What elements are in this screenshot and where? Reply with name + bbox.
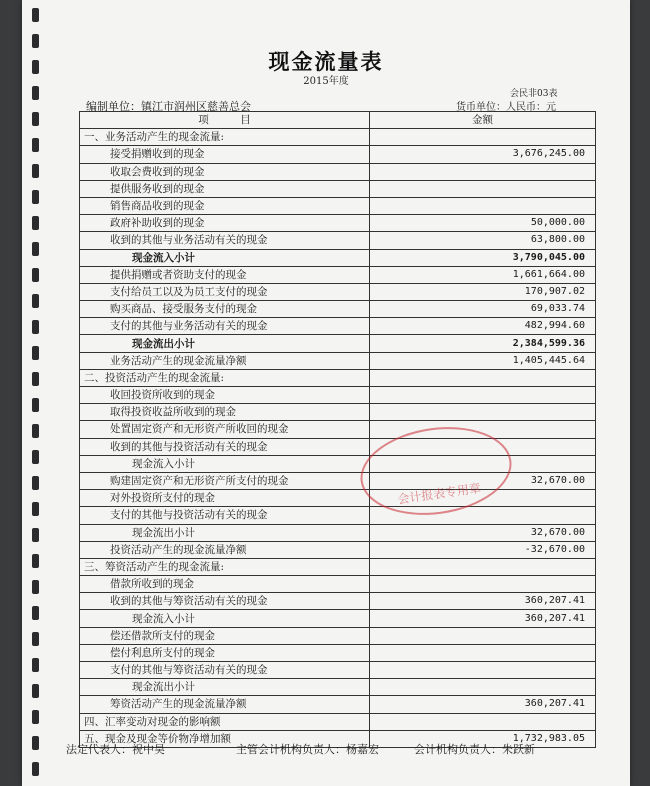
row-label: 业务活动产生的现金流量净额 (80, 352, 370, 369)
perforation-hole (32, 112, 39, 126)
row-amount (370, 404, 596, 421)
row-label: 销售商品收到的现金 (80, 197, 370, 214)
perforation-hole (32, 86, 39, 100)
row-amount (370, 679, 596, 696)
header-amount: 金额 (370, 112, 596, 129)
row-label: 购买商品、接受服务支付的现金 (80, 301, 370, 318)
table-row (80, 404, 596, 421)
row-label: 现金流出小计 (80, 335, 370, 352)
row-label: 现金流出小计 (80, 524, 370, 541)
table-row (80, 679, 596, 696)
table-row (80, 455, 596, 472)
row-label: 支付给员工以及为员工支付的现金 (80, 283, 370, 300)
row-label: 一、业务活动产生的现金流量: (80, 129, 370, 146)
perforation-hole (32, 736, 39, 750)
row-amount: 170,907.02 (370, 283, 596, 300)
table-row (80, 352, 596, 369)
table-row (80, 713, 596, 730)
form-number: 会民非03表 (510, 89, 558, 99)
row-amount (370, 180, 596, 197)
perforation-hole (32, 138, 39, 152)
row-label: 收取会费收到的现金 (80, 163, 370, 180)
perforation-hole (32, 190, 39, 204)
row-amount (370, 662, 596, 679)
table-row (80, 507, 596, 524)
row-amount: 69,033.74 (370, 301, 596, 318)
row-amount: 360,207.41 (370, 696, 596, 713)
row-label: 提供服务收到的现金 (80, 180, 370, 197)
cash-flow-table (79, 111, 596, 748)
row-amount (370, 627, 596, 644)
row-amount: 63,800.00 (370, 232, 596, 249)
row-label: 借款所收到的现金 (80, 576, 370, 593)
document-title: 现金流量表 (268, 49, 384, 74)
table-row (80, 318, 596, 335)
row-amount (370, 197, 596, 214)
perforation-hole (32, 580, 39, 594)
row-amount: 1,661,664.00 (370, 266, 596, 283)
perforation-hole (32, 762, 39, 776)
perforation-hole (32, 528, 39, 542)
perforation-hole (32, 242, 39, 256)
perforation-hole (32, 164, 39, 178)
row-label: 二、投资活动产生的现金流量: (80, 369, 370, 386)
header-item: 项 目 (80, 112, 370, 129)
report-year: 2015年度 (303, 76, 349, 87)
row-amount: 360,207.41 (370, 593, 596, 610)
perforation-hole (32, 606, 39, 620)
currency-unit: 货币单位：人民币：元 (456, 102, 556, 113)
row-label: 提供捐赠或者资助支付的现金 (80, 266, 370, 283)
row-label: 购建固定资产和无形资产所支付的现金 (80, 472, 370, 489)
row-amount: 32,670.00 (370, 472, 596, 489)
table-row (80, 438, 596, 455)
stamp-text: 会计报表专用章 (396, 480, 482, 507)
perforation-hole (32, 632, 39, 646)
row-label: 投资活动产生的现金流量净额 (80, 541, 370, 558)
row-label: 支付的其他与投资活动有关的现金 (80, 507, 370, 524)
row-label: 筹资活动产生的现金流量净额 (80, 696, 370, 713)
row-label: 现金流入小计 (80, 455, 370, 472)
perforation-hole (32, 216, 39, 230)
row-label: 现金流出小计 (80, 679, 370, 696)
perforation-hole (32, 658, 39, 672)
table-row (80, 662, 596, 679)
row-amount: 1,405,445.64 (370, 352, 596, 369)
table-row (80, 335, 596, 352)
table-row (80, 644, 596, 661)
accounting-officer: 会计机构负责人：朱跃新 (414, 743, 535, 756)
row-amount: 482,994.60 (370, 318, 596, 335)
perforation-hole (32, 502, 39, 516)
table-row (80, 197, 596, 214)
table-row (80, 541, 596, 558)
table-row (80, 490, 596, 507)
perforation-hole (32, 294, 39, 308)
table-row (80, 215, 596, 232)
perforation-hole (32, 8, 39, 22)
row-label: 处置固定资产和无形资产所收回的现金 (80, 421, 370, 438)
perforation-hole (32, 346, 39, 360)
table-row (80, 576, 596, 593)
row-amount (370, 558, 596, 575)
perforation-hole (32, 320, 39, 334)
row-amount: -32,670.00 (370, 541, 596, 558)
row-amount: 2,384,599.36 (370, 335, 596, 352)
perforation-hole (32, 398, 39, 412)
table-row (80, 301, 596, 318)
table-row (80, 232, 596, 249)
row-label: 现金流入小计 (80, 249, 370, 266)
row-label: 取得投资收益所收到的现金 (80, 404, 370, 421)
row-label: 现金流入小计 (80, 610, 370, 627)
row-amount: 32,670.00 (370, 524, 596, 541)
table-row (80, 387, 596, 404)
table-row (80, 524, 596, 541)
row-amount (370, 644, 596, 661)
paper-sheet (22, 0, 630, 786)
row-amount (370, 129, 596, 146)
perforation-hole (32, 710, 39, 724)
perforation-hole (32, 684, 39, 698)
table-row (80, 369, 596, 386)
row-amount (370, 576, 596, 593)
row-label: 偿还借款所支付的现金 (80, 627, 370, 644)
row-label: 对外投资所支付的现金 (80, 490, 370, 507)
table-row (80, 180, 596, 197)
row-amount: 360,207.41 (370, 610, 596, 627)
row-label: 收到的其他与业务活动有关的现金 (80, 232, 370, 249)
row-amount (370, 713, 596, 730)
table-row (80, 421, 596, 438)
legal-representative: 法定代表人：祝中昊 (66, 743, 165, 756)
table-row (80, 249, 596, 266)
row-amount: 50,000.00 (370, 215, 596, 232)
perforation-hole (32, 450, 39, 464)
row-label: 政府补助收到的现金 (80, 215, 370, 232)
table-header-row (80, 112, 596, 129)
row-label: 五、现金及现金等价物净增加额 (80, 730, 370, 747)
row-label: 收到的其他与筹资活动有关的现金 (80, 593, 370, 610)
perforation-hole (32, 424, 39, 438)
row-label: 三、筹资活动产生的现金流量: (80, 558, 370, 575)
accounting-head: 主管会计机构负责人：杨嘉宏 (236, 743, 379, 756)
row-amount: 1,732,983.05 (370, 730, 596, 747)
table-row (80, 558, 596, 575)
row-label: 支付的其他与业务活动有关的现金 (80, 318, 370, 335)
org-unit: 编制单位：镇江市润州区慈善总会 (86, 100, 251, 113)
row-label: 四、汇率变动对现金的影响额 (80, 713, 370, 730)
row-label: 接受捐赠收到的现金 (80, 146, 370, 163)
perforation-hole (32, 268, 39, 282)
row-amount (370, 163, 596, 180)
perforation-hole (32, 372, 39, 386)
row-label: 收回投资所收到的现金 (80, 387, 370, 404)
table-row (80, 593, 596, 610)
table-row (80, 163, 596, 180)
row-label: 支付的其他与筹资活动有关的现金 (80, 662, 370, 679)
row-amount: 3,790,045.00 (370, 249, 596, 266)
perforation-hole (32, 554, 39, 568)
table-row (80, 266, 596, 283)
table-row (80, 472, 596, 489)
table-row (80, 283, 596, 300)
row-amount: 3,676,245.00 (370, 146, 596, 163)
table-row (80, 610, 596, 627)
row-label: 偿付利息所支付的现金 (80, 644, 370, 661)
row-amount (370, 387, 596, 404)
table-row (80, 627, 596, 644)
row-amount (370, 369, 596, 386)
perforation-hole (32, 476, 39, 490)
table-row (80, 146, 596, 163)
table-row (80, 129, 596, 146)
row-label: 收到的其他与投资活动有关的现金 (80, 438, 370, 455)
table-row (80, 696, 596, 713)
